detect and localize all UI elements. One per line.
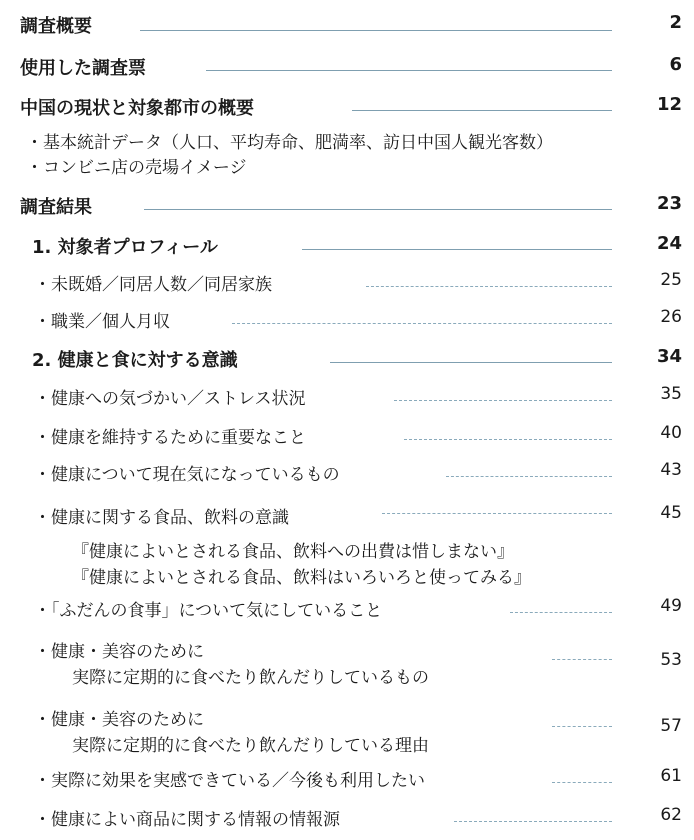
toc-page-number[interactable]: 12	[656, 94, 682, 115]
toc-entry-overview[interactable]: 調査概要	[20, 16, 92, 37]
toc-item-food-awareness[interactable]: ・健康に関する食品、飲料の意識	[34, 508, 289, 528]
toc-page-number[interactable]: 35	[660, 384, 682, 404]
leader-line	[404, 439, 612, 440]
toc-item-beauty-reasons-line2: 実際に定期的に食べたり飲んだりしている理由	[72, 736, 429, 756]
toc-item-beauty-reasons[interactable]: ・健康・美容のために	[34, 710, 204, 730]
toc-page-number[interactable]: 53	[660, 650, 682, 670]
toc-item-health-important[interactable]: ・健康を維持するために重要なこと	[34, 428, 306, 448]
toc-page-number[interactable]: 49	[660, 596, 682, 616]
leader-line	[232, 323, 612, 324]
leader-line	[454, 821, 612, 822]
toc-section-profile[interactable]: 1. 対象者プロフィール	[32, 237, 218, 258]
leader-line	[352, 110, 612, 111]
toc-page-number[interactable]: 6	[669, 54, 682, 75]
toc-page-number[interactable]: 34	[656, 346, 682, 367]
toc-item-info-sources[interactable]: ・健康によい商品に関する情報の情報源	[34, 810, 340, 830]
toc-page-number[interactable]: 57	[660, 716, 682, 736]
toc-section-health[interactable]: 2. 健康と食に対する意識	[32, 350, 238, 371]
toc-page-number[interactable]: 62	[660, 805, 682, 825]
toc-item-beauty-foods-line2: 実際に定期的に食べたり飲んだりしているもの	[72, 668, 429, 688]
leader-line	[552, 782, 612, 783]
toc-item-food-awareness-line2: 『健康によいとされる食品、飲料への出費は惜しまない』	[72, 542, 514, 562]
leader-line	[552, 659, 612, 660]
toc-item-health-care[interactable]: ・健康への気づかい／ストレス状況	[34, 389, 306, 409]
toc-item-health-concerns[interactable]: ・健康について現在気になっているもの	[34, 465, 340, 485]
toc-page-number[interactable]: 43	[660, 460, 682, 480]
toc-page-number[interactable]: 40	[660, 423, 682, 443]
toc-item-effect[interactable]: ・実際に効果を実感できている／今後も利用したい	[34, 771, 425, 791]
toc-page-number[interactable]: 61	[660, 766, 682, 786]
leader-line	[510, 612, 612, 613]
leader-line	[206, 70, 612, 71]
toc-item-occupation[interactable]: ・職業／個人月収	[34, 312, 170, 332]
toc-page-number[interactable]: 25	[660, 270, 682, 290]
toc-entry-questionnaire[interactable]: 使用した調査票	[20, 58, 146, 79]
leader-line	[382, 513, 612, 514]
toc-entry-china-status[interactable]: 中国の現状と対象都市の概要	[20, 98, 254, 119]
toc-page-number[interactable]: 45	[660, 503, 682, 523]
leader-line	[144, 209, 612, 210]
toc-item-marital[interactable]: ・未既婚／同居人数／同居家族	[34, 275, 272, 295]
leader-line	[394, 400, 612, 401]
toc-item-daily-meals[interactable]: ・「ふだんの食事」について気にしていること	[34, 601, 383, 621]
toc-page-number[interactable]: 24	[656, 233, 682, 254]
toc-subitem-basic-stats[interactable]: ・基本統計データ（人口、平均寿命、肥満率、訪日中国人観光客数）	[26, 133, 553, 153]
toc-subitem-convenience-store[interactable]: ・コンビニ店の売場イメージ	[26, 158, 247, 178]
toc-entry-results[interactable]: 調査結果	[20, 197, 92, 218]
toc-item-beauty-foods[interactable]: ・健康・美容のために	[34, 642, 204, 662]
toc-page-number[interactable]: 2	[669, 12, 682, 33]
leader-line	[140, 30, 612, 31]
leader-line	[552, 726, 612, 727]
toc-page-number[interactable]: 23	[656, 193, 682, 214]
leader-line	[366, 286, 612, 287]
leader-line	[302, 249, 612, 250]
toc-item-food-awareness-line3: 『健康によいとされる食品、飲料はいろいろと使ってみる』	[72, 568, 531, 588]
leader-line	[330, 362, 612, 363]
leader-line	[446, 476, 612, 477]
toc-page-number[interactable]: 26	[660, 307, 682, 327]
